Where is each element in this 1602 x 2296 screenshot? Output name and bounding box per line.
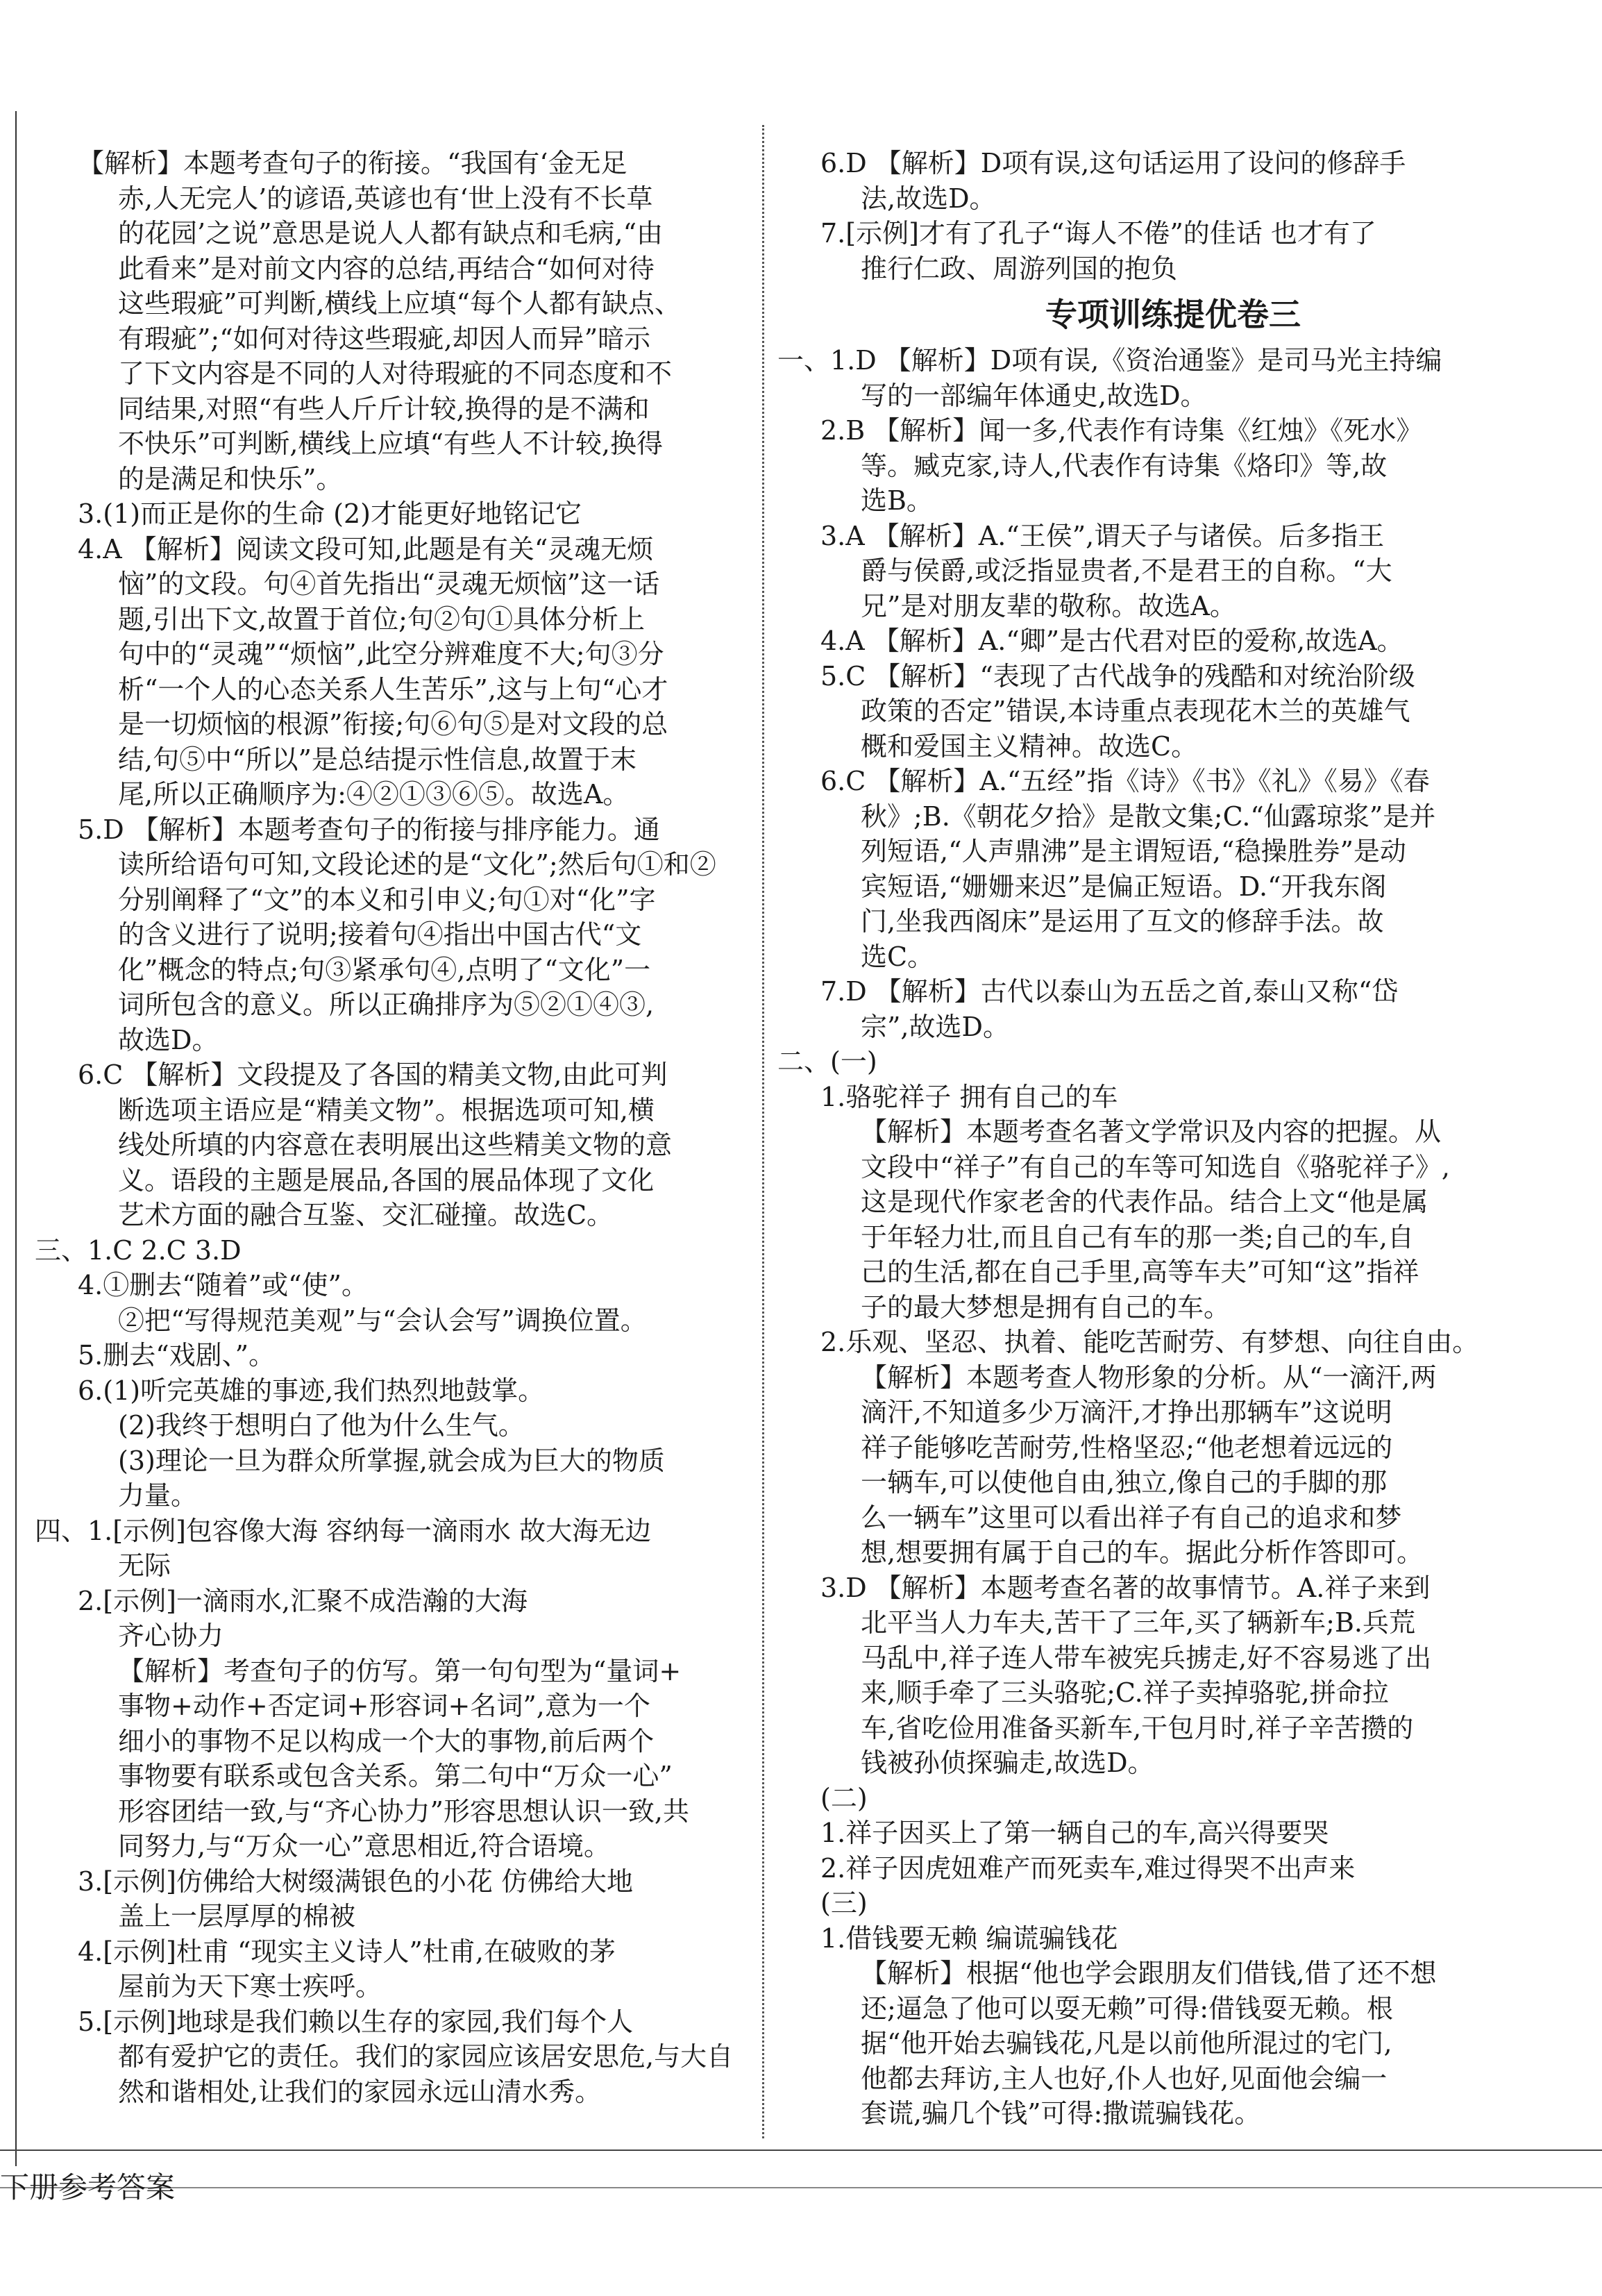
answer-line: 想,想要拥有属于自己的车。据此分析作答即可。: [861, 1537, 1424, 1568]
answer-line: 6.D 【解析】D项有误,这句话运用了设问的修辞手: [820, 148, 1406, 178]
answer-line: 政策的否定”错误,本诗重点表现花木兰的英雄气: [861, 696, 1410, 726]
answer-line: 钱被孙侦探骗走,故选D。: [861, 1748, 1154, 1778]
answer-line: 6.C 【解析】文段提及了各国的精美文物,由此可判: [78, 1059, 668, 1090]
answer-line: 【解析】考查句子的仿写。第一句句型为“量词+: [118, 1655, 682, 1686]
answer-line: 推行仁政、周游列国的抱负: [861, 253, 1178, 284]
answer-entry: [777, 413, 1569, 519]
answer-line: 概和爱国主义精神。故选C。: [861, 730, 1198, 762]
answer-line: 5.D 【解析】本题考查句子的衔接与排序能力。通: [78, 814, 660, 845]
answer-line: 赤,人无完人’的谚语,英谚也有‘世上没有不长草: [118, 183, 653, 214]
right-column: [777, 146, 1569, 2131]
answer-line: 无际: [118, 1550, 171, 1581]
answer-line: ②把“写得规范美观”与“会认会写”调换位置。: [118, 1305, 647, 1336]
answer-line: 是一切烦恼的根源”衔接;句⑥句⑤是对文段的总: [118, 709, 668, 739]
answer-entry: [777, 1816, 1569, 1851]
answer-line: 盖上一层厚厚的棉被: [118, 1901, 356, 1932]
answer-entry: [777, 659, 1569, 764]
answer-line: 2.祥子因虎妞难产而死卖车,难过得哭不出声来: [820, 1852, 1356, 1884]
answer-entry: [35, 146, 757, 496]
answer-line: 恼”的文段。句④首先指出“灵魂无烦恼”这一话: [118, 569, 660, 599]
answer-line: 5.[示例]地球是我们赖以生存的家园,我们每个人: [78, 2006, 633, 2037]
answer-entry: [777, 1044, 1569, 1080]
footer-rule-lower: [0, 2187, 1602, 2188]
answer-line: 二、(一): [777, 1046, 877, 1077]
answer-line: 2.[示例]一滴雨水,汇聚不成浩瀚的大海: [78, 1585, 528, 1616]
answer-line: (三): [820, 1888, 868, 1918]
answer-entry: [777, 1921, 1569, 2131]
answer-entry: [35, 1233, 757, 1268]
left-column: [35, 146, 757, 2109]
answer-line: 力量。: [118, 1480, 198, 1511]
answer-entry: [777, 623, 1569, 659]
answer-line: 6.C 【解析】A.“五经”指《诗》《书》《礼》《易》《春: [820, 766, 1430, 796]
answer-line: 选C。: [861, 941, 934, 972]
answer-line: 北平当人力车夫,苦干了三年,买了辆新车;B.兵荒: [861, 1607, 1415, 1638]
answer-line: (3)理论一旦为群众所掌握,就会成为巨大的物质: [118, 1445, 665, 1476]
answer-line: 事物+动作+否定词+形容词+名词”,意为一个: [118, 1691, 650, 1721]
answer-entry: [777, 519, 1569, 624]
answer-entry: [35, 1338, 757, 1373]
answer-line: (二): [820, 1782, 868, 1813]
answer-line: 事物要有联系或包含关系。第二句中“万众一心”: [118, 1761, 673, 1791]
answer-line: 此看来”是对前文内容的总结,再结合“如何对待: [118, 253, 655, 284]
section-title: 专项训练提优卷三: [1045, 296, 1301, 333]
answer-line: 同努力,与“万众一心”意思相近,符合语境。: [118, 1831, 611, 1861]
answer-entry: [35, 1373, 757, 1514]
answer-entry: [777, 1325, 1569, 1570]
right-column-bottom: [777, 343, 1569, 2131]
answer-line: 己的生活,都在自己手里,高等车夫”可知“这”指祥: [861, 1257, 1419, 1287]
answer-line: 断选项主语应是“精美文物”。根据选项可知,横: [118, 1094, 655, 1125]
answer-line: 4.A 【解析】阅读文段可知,此题是有关“灵魂无烦: [78, 533, 654, 564]
answer-line: 义。语段的主题是展品,各国的展品体现了文化: [118, 1164, 655, 1196]
answer-entry: [777, 1080, 1569, 1325]
answer-line: 秋》;B.《朝花夕拾》是散文集;C.“仙露琼浆”是并: [861, 801, 1436, 832]
answer-line: 1.借钱要无赖 编谎骗钱花: [820, 1922, 1118, 1954]
answer-line: 【解析】本题考查名著文学常识及内容的把握。从: [861, 1116, 1442, 1147]
answer-line: 这是现代作家老舍的代表作品。结合上文“他是属: [861, 1187, 1428, 1217]
answer-line: 来,顺手牵了三头骆驼;C.祥子卖掉骆驼,拼命拉: [861, 1677, 1389, 1708]
answer-line: 法,故选D。: [861, 183, 996, 214]
answer-line: 子的最大梦想是拥有自己的车。: [861, 1291, 1231, 1323]
answer-line: 1.骆驼祥子 拥有自己的车: [820, 1081, 1118, 1112]
answer-line: 【解析】本题考查人物形象的分析。从“一滴汗,两: [861, 1361, 1437, 1393]
answer-line: 5.C 【解析】“表现了古代战争的残酷和对统治阶级: [820, 660, 1415, 692]
answer-line: 爵与侯爵,或泛指显贵者,不是君王的自称。“大: [861, 555, 1392, 586]
answer-entry: [35, 1514, 757, 1584]
answer-line: 形容团结一致,与“齐心协力”形容思想认识一致,共: [118, 1795, 690, 1827]
answer-line: 2.B 【解析】闻一多,代表作有诗集《红烛》《死水》: [820, 415, 1423, 446]
answer-line: 列短语,“人声鼎沸”是主谓短语,“稳操胜券”是动: [861, 836, 1406, 866]
answer-line: 结,句⑤中“所以”是总结提示性信息,故置于末: [118, 744, 637, 775]
answer-entry: [35, 532, 757, 812]
answer-line: 写的一部编年体通史,故选D。: [861, 380, 1207, 411]
answer-entry: [777, 1570, 1569, 1781]
answer-line: 套谎,骗几个钱”可得:撒谎骗钱花。: [861, 2098, 1261, 2129]
answer-line: 7.[示例]才有了孔子“诲人不倦”的佳话 也才有了: [820, 218, 1376, 249]
answer-line: 门,坐我西阁床”是运用了互文的修辞手法。故: [861, 906, 1384, 937]
answer-line: 滴汗,不知道多少万滴汗,才挣出那辆车”这说明: [861, 1397, 1392, 1427]
answer-line: (2)我终于想明白了他为什么生气。: [118, 1410, 525, 1441]
answer-line: 马乱中,祥子连人带车被宪兵掳走,好不容易逃了出: [861, 1642, 1432, 1673]
right-column-top: [777, 146, 1569, 286]
answer-line: 词所包含的意义。所以正确排序为⑤②①④③,: [118, 989, 655, 1020]
answer-line: 【解析】根据“他也学会跟朋友们借钱,借了还不想: [861, 1958, 1437, 1988]
answer-line: 等。臧克家,诗人,代表作有诗集《烙印》等,故: [861, 450, 1388, 481]
answer-line: 同结果,对照“有些人斤斤计较,换得的是不满和: [118, 393, 650, 424]
answer-line: 四、1.[示例]包容像大海 容纳每一滴雨水 故大海无边: [35, 1515, 652, 1546]
answer-line: 题,引出下文,故置于首位;句②句①具体分析上: [118, 603, 645, 635]
answer-line: 一辆车,可以使他自由,独立,像自己的手脚的那: [861, 1467, 1388, 1498]
answer-line: 线处所填的内容意在表明展出这些精美文物的意: [118, 1130, 673, 1160]
answer-line: 然和谐相处,让我们的家园永远山清水秀。: [118, 2076, 602, 2107]
answer-line: 【解析】本题考查句子的衔接。“我国有‘金无足: [78, 148, 627, 178]
answer-entry: [35, 2004, 757, 2110]
answer-line: 3.D 【解析】本题考查名著的故事情节。A.祥子来到: [820, 1572, 1431, 1603]
answer-line: 分别阐释了“文”的本义和引申义;句①对“化”字: [118, 884, 656, 915]
answer-line: 文段中“祥子”有自己的车等可知选自《骆驼祥子》,: [861, 1151, 1450, 1182]
answer-line: 于年轻力壮,而且自己有车的那一类;自己的车,自: [861, 1221, 1414, 1252]
answer-entry: [35, 1057, 757, 1233]
answer-line: 5.删去“戏剧、”。: [78, 1340, 276, 1371]
answer-entry: [35, 1934, 757, 2004]
answer-line: 4.①删去“随着”或“使”。: [78, 1270, 368, 1300]
answer-line: 不快乐”可判断,横线上应填“有些人不计较,换得: [118, 428, 664, 459]
answer-entry: [35, 812, 757, 1058]
answer-line: 宾短语,“姗姗来迟”是偏正短语。D.“开我东阁: [861, 871, 1387, 902]
answer-line: 么一辆车”这里可以看出祥子有自己的追求和梦: [861, 1502, 1402, 1533]
answer-line: 的是满足和快乐”。: [118, 463, 343, 494]
answer-line: 宗”,故选D。: [861, 1011, 1009, 1042]
answer-entry: [777, 1886, 1569, 1921]
answer-entry: [777, 974, 1569, 1044]
answer-entry: [35, 1268, 757, 1338]
answer-line: 4.[示例]杜甫 “现实主义诗人”杜甫,在破败的茅: [78, 1936, 616, 1967]
left-margin-line: [15, 111, 17, 2166]
answer-line: 细小的事物不足以构成一个大的事物,前后两个: [118, 1725, 655, 1757]
answer-line: 他都去拜访,主人也好,仆人也好,见面他会编一: [861, 2063, 1388, 2094]
answer-line: 4.A 【解析】A.“卿”是古代君对臣的爱称,故选A。: [820, 626, 1403, 656]
footer-label: 下册参考答案: [0, 2170, 176, 2204]
answer-line: 尾,所以正确顺序为:④②①③⑥⑤。故选A。: [118, 779, 630, 810]
answer-line: 艺术方面的融合互鉴、交汇碰撞。故选C。: [118, 1200, 614, 1230]
answer-line: 7.D 【解析】古代以泰山为五岳之首,泰山又称“岱: [820, 976, 1399, 1007]
answer-entry: [35, 1584, 757, 1864]
answer-line: 2.乐观、坚忍、执着、能吃苦耐劳、有梦想、向往自由。: [820, 1327, 1479, 1357]
answer-entry: [777, 343, 1569, 413]
answer-line: 选B。: [861, 485, 933, 516]
answer-line: 据“他开始去骗钱花,凡是以前他所混过的宅门,: [861, 2028, 1392, 2059]
answer-line: 的含义进行了说明;接着句④指出中国古代“文: [118, 919, 642, 950]
answer-line: 齐心协力: [118, 1620, 224, 1651]
answer-line: 祥子能够吃苦耐劳,性格坚忍;“他老想着远远的: [861, 1432, 1393, 1463]
answer-line: 3.A 【解析】A.“王侯”,谓天子与诸侯。后多指王: [820, 520, 1385, 551]
answer-line: 都有爱护它的责任。我们的家园应该居安思危,与大自: [118, 2041, 734, 2072]
answer-line: 6.(1)听完英雄的事迹,我们热烈地鼓掌。: [78, 1375, 545, 1406]
footer-rule: [0, 2150, 1602, 2151]
answer-line: 有瑕疵”;“如何对待这些瑕疵,却因人而异”暗示: [118, 323, 651, 354]
answer-line: 读所给语句可知,文段论述的是“文化”;然后句①和②: [118, 849, 716, 880]
answer-line: 3.[示例]仿佛给大树缀满银色的小花 仿佛给大地: [78, 1866, 633, 1897]
answer-entry: [35, 496, 757, 532]
answer-line: 兄”是对朋友辈的敬称。故选A。: [861, 590, 1236, 621]
answer-entry: [777, 1851, 1569, 1886]
column-divider: [762, 125, 764, 2138]
answer-line: 1.祥子因买上了第一辆自己的车,高兴得要哭: [820, 1818, 1329, 1848]
answer-line: 3.(1)而正是你的生命 (2)才能更好地铭记它: [78, 498, 582, 529]
answer-line: 故选D。: [118, 1024, 219, 1055]
answer-line: 一、1.D 【解析】D项有误,《资治通鉴》是司马光主持编: [777, 345, 1442, 376]
answer-line: 车,省吃俭用准备买新车,干包月时,祥子辛苦攒的: [861, 1712, 1414, 1743]
answer-line: 句中的“灵魂”“烦恼”,此空分辨难度不大;句③分: [118, 639, 664, 669]
answer-entry: [777, 216, 1569, 286]
answer-line: 三、1.C 2.C 3.D: [35, 1234, 242, 1266]
answer-entry: [777, 1781, 1569, 1816]
answer-line: 了下文内容是不同的人对待瑕疵的不同态度和不: [118, 358, 673, 389]
answer-line: 屋前为天下寒士疾呼。: [118, 1971, 382, 2002]
answer-line: 还;逼急了他可以耍无赖”可得:借钱耍无赖。根: [861, 1993, 1394, 2024]
answer-line: 的花园’之说”意思是说人人都有缺点和毛病,“由: [118, 218, 664, 249]
answer-entry: [777, 146, 1569, 216]
answer-line: 这些瑕疵”可判断,横线上应填“每个人都有缺点、: [118, 288, 681, 319]
answer-entry: [35, 1864, 757, 1934]
answer-line: 析“一个人的心态关系人生苦乐”,这与上句“心才: [118, 673, 668, 705]
answer-line: 化”概念的特点;句③紧承句④,点明了“文化”一: [118, 954, 651, 985]
answer-entry: [777, 764, 1569, 974]
